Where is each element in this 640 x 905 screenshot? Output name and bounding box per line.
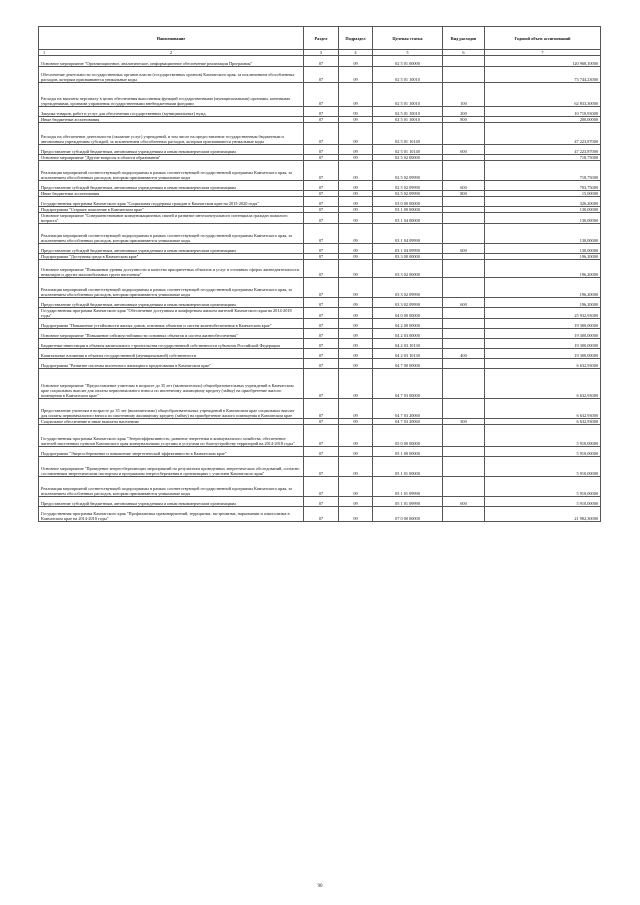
row-amount: 62 833,30000 [485,83,601,107]
row-razdel: 07 [304,254,339,260]
row-expense-type: 300 [443,419,485,425]
row-razdel: 07 [304,56,339,67]
row-expense-type [443,359,485,369]
row-name: Реализация мероприятий соответствующей подпрограммы в рамках соответствующей государственной программы Камчатского края, за исключением обособленных расходов, которым присваиваются уникальные коды [39,278,304,298]
row-name: Закупка товаров, работ и услуг для обеспечения государственных (муниципальных) нужд [39,107,304,117]
table-row [39,477,601,497]
header-name: Наименование [39,27,304,50]
table-row [39,349,601,359]
table-row [39,123,601,145]
row-razdel: 07 [304,67,339,83]
row-amount: 5 910,00000 [485,457,601,477]
row-name: Иные бюджетные ассигнования [39,191,304,197]
row-amount: 130,00000 [485,207,601,213]
row-podrazdel: 09 [339,457,373,477]
row-razdel: 07 [304,425,339,447]
row-amount: 718,75000 [485,161,601,181]
row-name: Иные бюджетные ассигнования [39,117,304,123]
row-expense-type: 600 [443,497,485,507]
row-podrazdel: 09 [339,161,373,181]
header-annual-amount: Годовой объем ассигнований [485,27,601,50]
table-row [39,339,601,349]
row-podrazdel: 09 [339,181,373,191]
row-podrazdel: 09 [339,447,373,457]
row-podrazdel: 09 [339,107,373,117]
row-podrazdel: 09 [339,56,373,67]
row-name: Расходы на выплаты персоналу в целях обеспечения выполнения функций государственными (муниципальными) органами, казенными учреждениями, органами управления государственными внебюджетными фондами [39,83,304,107]
row-podrazdel: 09 [339,369,373,399]
row-expense-type [443,308,485,319]
row-podrazdel: 09 [339,213,373,224]
row-podrazdel: 09 [339,254,373,260]
row-target-article: 04 2 03 00000 [373,329,443,339]
row-razdel: 07 [304,308,339,319]
row-name: Реализация мероприятий соответствующей подпрограммы в рамках соответствующей государственной программы Камчатского края, за исключением обособленных расходов, которым присваиваются уникальные коды [39,161,304,181]
row-expense-type: 800 [443,191,485,197]
row-target-article: 05 1 00 00000 [373,447,443,457]
table-row [39,298,601,308]
row-expense-type [443,457,485,477]
table-row [39,145,601,155]
row-expense-type [443,507,485,522]
table-row [39,244,601,254]
table-row [39,224,601,244]
row-amount: 703,75000 [485,181,601,191]
row-amount: 130,00000 [485,244,601,254]
row-expense-type [443,278,485,298]
row-podrazdel: 09 [339,207,373,213]
row-razdel: 07 [304,278,339,298]
table-row [39,67,601,83]
row-amount: 196,20000 [485,260,601,278]
row-target-article: 03 1 04 00000 [373,213,443,224]
row-expense-type: 400 [443,349,485,359]
row-name: Основное мероприятие "Повышение сейсмоустойчивости основных объектов и систем жизнеобеспечения" [39,329,304,339]
row-podrazdel: 09 [339,117,373,123]
row-target-article: 07 0 00 00000 [373,507,443,522]
row-name: Основное мероприятие "Повышение уровня доступности и качества приоритетных объектов и услуг в основных сферах жизнедеятельности инвалидов и других маломобильных групп населения" [39,260,304,278]
row-amount: 5 910,00000 [485,425,601,447]
row-razdel: 07 [304,191,339,197]
row-expense-type [443,213,485,224]
row-target-article: 03 3 02 00000 [373,260,443,278]
row-target-article: 04 7 03 20060 [373,399,443,419]
row-podrazdel: 09 [339,425,373,447]
row-podrazdel: 09 [339,197,373,207]
table-row [39,107,601,117]
row-razdel: 07 [304,457,339,477]
row-expense-type [443,339,485,349]
row-razdel: 07 [304,83,339,107]
row-expense-type [443,425,485,447]
row-podrazdel: 09 [339,145,373,155]
row-razdel: 07 [304,447,339,457]
row-expense-type [443,123,485,145]
row-amount: 326,20000 [485,197,601,207]
row-podrazdel: 09 [339,349,373,359]
table-row [39,197,601,207]
row-podrazdel: 09 [339,497,373,507]
table-row [39,369,601,399]
header-row [39,27,601,50]
row-razdel: 07 [304,339,339,349]
table-row [39,425,601,447]
row-amount: 47 223,87000 [485,145,601,155]
row-amount: 196,20000 [485,254,601,260]
row-amount: 25 932,93000 [485,308,601,319]
row-expense-type: 600 [443,145,485,155]
table-row [39,399,601,419]
row-target-article: 04 0 00 00000 [373,308,443,319]
row-target-article: 03 3 02 09990 [373,278,443,298]
row-amount: 130,00000 [485,213,601,224]
row-amount: 6 632,93000 [485,369,601,399]
row-expense-type [443,197,485,207]
row-target-article: 03 3 02 09990 [373,298,443,308]
row-razdel: 07 [304,260,339,278]
row-target-article: 03 1 04 09990 [373,244,443,254]
row-podrazdel: 09 [339,477,373,497]
row-amount: 5 910,00000 [485,477,601,497]
row-amount: 120 968,10000 [485,56,601,67]
row-razdel: 07 [304,507,339,522]
header-razdel: Раздел [304,27,339,50]
table-row [39,507,601,522]
row-podrazdel: 09 [339,155,373,161]
table-row [39,359,601,369]
column-number: 2 1 [39,50,304,56]
row-expense-type: 600 [443,181,485,191]
row-podrazdel: 09 [339,507,373,522]
row-expense-type [443,56,485,67]
row-name: Реализация мероприятий соответствующей подпрограммы в рамках соответствующей государственной программы Камчатского края, за исключением обособленных расходов, которым присваиваются уникальные коды [39,477,304,497]
row-podrazdel: 09 [339,339,373,349]
row-razdel: 07 [304,399,339,419]
row-amount: 200,00000 [485,117,601,123]
row-razdel: 07 [304,161,339,181]
row-amount: 6 632,93000 [485,399,601,419]
row-expense-type: 600 [443,298,485,308]
table-row [39,447,601,457]
row-amount: 19 300,00000 [485,319,601,329]
row-expense-type [443,477,485,497]
row-target-article: 03 0 00 00000 [373,197,443,207]
row-podrazdel: 09 [339,359,373,369]
row-name: Государственная программа Камчатского края "Социальная поддержка граждан в Камчатском крае на 2015-2020 годы" [39,197,304,207]
row-name: Подпрограмма "Развитие системы ипотечного жилищного кредитования в Камчатском крае" [39,359,304,369]
row-target-article: 02 5 02 09990 [373,161,443,181]
row-expense-type: 600 [443,244,485,254]
row-name: Подпрограмма "Повышение устойчивости жилых домов, основных объектов и систем жизнеобеспечения в Камчатском крае" [39,319,304,329]
header-target-article: Целевая статья [373,27,443,50]
row-name: Социальное обеспечение и иные выплаты населению [39,419,304,425]
column-number: 3 [304,50,339,56]
row-target-article: 05 1 01 09990 [373,477,443,497]
row-expense-type [443,260,485,278]
row-podrazdel: 09 [339,224,373,244]
header-podrazdel: Подраздел [339,27,373,50]
row-amount: 196,20000 [485,278,601,298]
row-amount: 47 223,87000 [485,123,601,145]
row-razdel: 07 [304,244,339,254]
row-expense-type: 100 [443,83,485,107]
row-name: Предоставление субсидий бюджетным, автономным учреждениям и иным некоммерческим организациям [39,244,304,254]
row-name: Предоставление субсидий бюджетным, автономным учреждениям и иным некоммерческим организациям [39,145,304,155]
row-razdel: 07 [304,197,339,207]
page-number: 90 [317,884,323,889]
row-expense-type [443,399,485,419]
row-name: Подпрограмма "Энергосбережение и повышение энергетической эффективности в Камчатском крае" [39,447,304,457]
row-name: Предоставление субсидий бюджетным, автономным учреждениям и иным некоммерческим организациям [39,298,304,308]
row-name: Государственная программа Камчатского края "Обеспечение доступным и комфортным жильем жителей Камчатского края на 2014-2018 годы" [39,308,304,319]
row-amount: 5 910,00000 [485,497,601,507]
row-podrazdel: 09 [339,419,373,425]
row-name: Реализация мероприятий соответствующей подпрограммы в рамках соответствующей государственной программы Камчатского края, за исключением обособленных расходов, которым присваиваются уникальные коды [39,224,304,244]
row-target-article: 02 5 02 00000 [373,155,443,161]
row-amount: 21 982,30000 [485,507,601,522]
table-row [39,329,601,339]
row-name: Предоставление учителям в возрасте до 35 лет (включительно) общеобразовательных учреждений в Камчатском крае социальных выплат для оплаты первоначального взноса по ипотечному жилищному кредиту (займу) на приобретение жилого помещения в Камчатском крае [39,399,304,419]
table-row [39,161,601,181]
row-razdel: 07 [304,145,339,155]
column-number-first: 1 [43,50,46,55]
table-row [39,497,601,507]
row-amount: 19 300,00000 [485,349,601,359]
row-razdel: 07 [304,319,339,329]
row-amount: 10 710,93000 [485,107,601,117]
row-target-article: 05 1 01 09990 [373,497,443,507]
row-razdel: 07 [304,359,339,369]
row-name: Основное мероприятие "Проведение энергосберегающих мероприятий по результатам проведенных энергетических обследований, согласно составленным энергетическим паспортам и программам энергосбережения в организациях с участием Камчатского края" [39,457,304,477]
row-target-article: 02 5 01 10010 [373,117,443,123]
row-amount: 130,00000 [485,224,601,244]
row-expense-type: 200 [443,107,485,117]
row-name: Предоставление субсидий бюджетным, автономным учреждениям и иным некоммерческим организациям [39,497,304,507]
row-target-article: 02 5 01 10010 [373,83,443,107]
row-podrazdel: 09 [339,298,373,308]
row-name: Подпрограмма "Старшее поколение в Камчатском крае" [39,207,304,213]
row-razdel: 07 [304,155,339,161]
row-name: Капитальные вложения в объекты государственной (муниципальной) собственности [39,349,304,359]
row-razdel: 07 [304,117,339,123]
row-expense-type: 800 [443,117,485,123]
row-target-article: 02 5 01 10010 [373,67,443,83]
row-name: Основное мероприятие "Другие вопросы в области образования" [39,155,304,161]
row-podrazdel: 09 [339,191,373,197]
row-amount: 6 632,93000 [485,419,601,425]
table-row [39,457,601,477]
row-razdel: 07 [304,349,339,359]
row-amount: 6 632,93000 [485,359,601,369]
row-podrazdel: 09 [339,83,373,107]
row-amount: 5 910,00000 [485,447,601,457]
column-number: 5 [373,50,443,56]
row-razdel: 07 [304,419,339,425]
row-amount: 73 744,23000 [485,67,601,83]
row-razdel: 07 [304,207,339,213]
row-amount: 15,00000 [485,191,601,197]
row-expense-type [443,224,485,244]
row-target-article: 04 2 03 10130 [373,349,443,359]
row-razdel: 07 [304,477,339,497]
row-target-article: 02 5 02 09990 [373,181,443,191]
row-target-article: 04 7 00 00000 [373,359,443,369]
row-razdel: 07 [304,181,339,191]
row-target-article: 02 5 01 10010 [373,107,443,117]
row-target-article: 05 1 01 00000 [373,457,443,477]
row-target-article: 02 5 02 09990 [373,191,443,197]
row-podrazdel: 09 [339,308,373,319]
row-razdel: 07 [304,329,339,339]
row-razdel: 07 [304,298,339,308]
row-expense-type [443,319,485,329]
row-target-article: 03 1 04 09990 [373,224,443,244]
row-name: Государственная программа Камчатского края "Энергоэффективность, развитие энергетики и коммунального хозяйства, обеспечение жителей населенных пунктов Камчатского края коммунальными услугами и услугами по благоустройству территорий на 2014-2018 годы" [39,425,304,447]
row-podrazdel: 09 [339,123,373,145]
row-target-article: 03 1 00 00000 [373,207,443,213]
column-number: 4 [339,50,373,56]
table-row [39,181,601,191]
row-expense-type [443,161,485,181]
row-razdel: 07 [304,123,339,145]
budget-table [38,26,601,522]
row-name: Подпрограмма "Доступная среда в Камчатском крае" [39,254,304,260]
row-podrazdel: 09 [339,329,373,339]
row-name: Бюджетные инвестиции в объекты капитального строительства государственной собственности субъектов Российской Федерации [39,339,304,349]
row-amount: 19 300,00000 [485,339,601,349]
row-target-article: 04 7 03 20060 [373,419,443,425]
row-target-article: 03 3 00 00000 [373,254,443,260]
row-target-article: 02 5 01 10140 [373,123,443,145]
row-target-article: 02 5 01 00000 [373,56,443,67]
row-razdel: 07 [304,213,339,224]
column-number: 7 [485,50,601,56]
row-expense-type [443,369,485,399]
column-number: 6 [443,50,485,56]
table-row [39,260,601,278]
table-row [39,319,601,329]
row-expense-type [443,67,485,83]
row-razdel: 07 [304,224,339,244]
table-row [39,278,601,298]
row-name: Обеспечение деятельности государственных органов власти (государственных органов) Камчатского края, за исключением обособленных расходов, которым присваиваются уникальные коды [39,67,304,83]
row-podrazdel: 09 [339,260,373,278]
row-amount: 718,75000 [485,155,601,161]
row-expense-type [443,329,485,339]
row-razdel: 07 [304,369,339,399]
row-podrazdel: 09 [339,319,373,329]
row-podrazdel: 09 [339,67,373,83]
row-target-article: 04 2 00 00000 [373,319,443,329]
row-name: Основное мероприятие "Организационное, аналитическое, информационное обеспечение реализации Программы" [39,56,304,67]
row-target-article: 04 2 03 10130 [373,339,443,349]
row-podrazdel: 09 [339,244,373,254]
row-razdel: 07 [304,107,339,117]
table-row [39,308,601,319]
row-name: Предоставление субсидий бюджетным, автономным учреждениям и иным некоммерческим организациям [39,181,304,191]
row-podrazdel: 09 [339,278,373,298]
row-name: Государственная программа Камчатского края "Профилактика правонарушений, терроризма, экстремизма, наркомании и алкоголизма в Камчатском крае на 2014-2018 годы" [39,507,304,522]
row-name: Расходы на обеспечение деятельности (оказание услуг) учреждений, в том числе на предоставление государственным бюджетным и автономным учреждениям субсидий, за исключением обособленных расходов, которым присваиваются уникальные коды [39,123,304,145]
row-target-article: 04 7 03 00000 [373,369,443,399]
row-podrazdel: 09 [339,399,373,419]
row-razdel: 07 [304,497,339,507]
budget-table-page [38,26,600,522]
row-name: Основное мероприятие "Совершенствование коммуникационных связей и развитие интеллектуального потенциала граждан пожилого возраста" [39,213,304,224]
row-amount: 19 300,00000 [485,329,601,339]
row-expense-type [443,447,485,457]
row-amount: 196,20000 [485,298,601,308]
table-row [39,56,601,67]
row-name: Основное мероприятие "Предоставление учителям в возрасте до 35 лет (включительно) общеобразовательных учреждений в Камчатском крае социальных выплат для оплаты первоначального взноса по ипотечному жилищному кредиту (займу) на приобретение жилого помещения в Камчатском крае" [39,369,304,399]
row-target-article: 05 0 00 00000 [373,425,443,447]
table-row [39,213,601,224]
table-row [39,83,601,107]
row-target-article: 02 5 01 10140 [373,145,443,155]
header-expense-type: Вид расходов [443,27,485,50]
